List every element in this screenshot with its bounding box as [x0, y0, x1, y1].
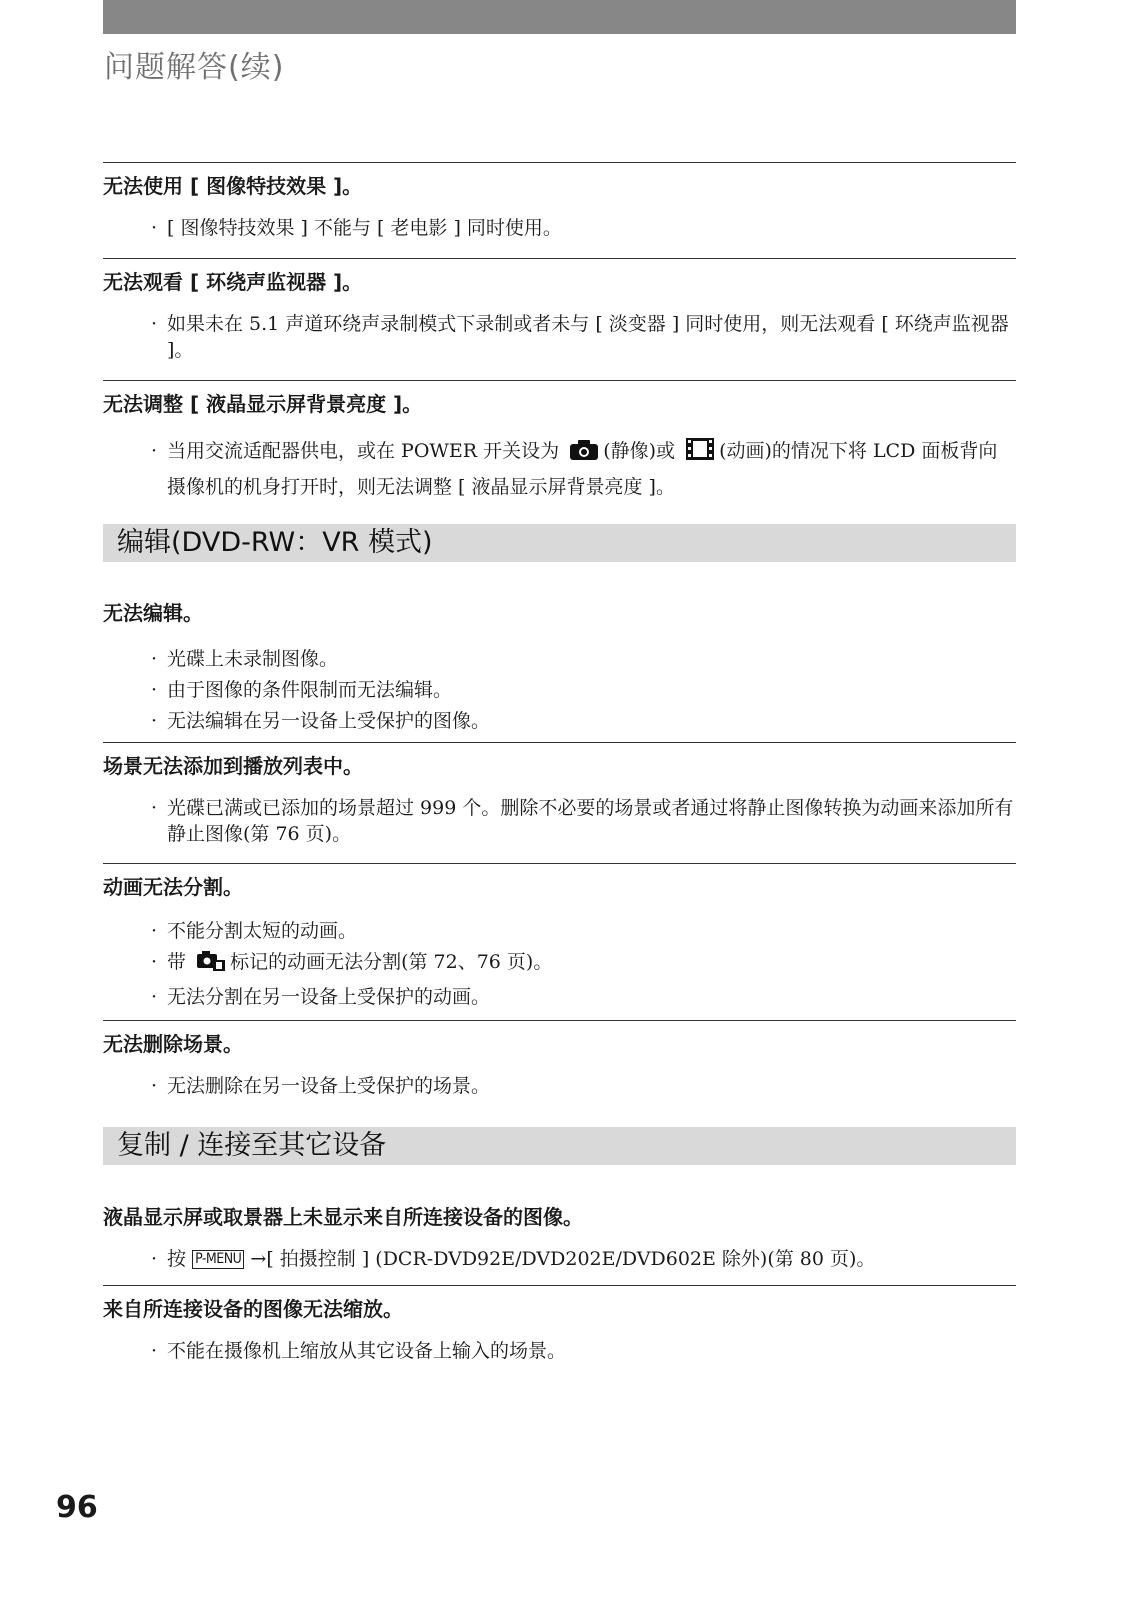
faq-delete-scene: [103, 1020, 1016, 1099]
faq-zoom: [103, 1285, 1016, 1364]
answer-item: · 光碟已满或已添加的场景超过 999 个。删除不必要的场景或者通过将静止图像转换为动画来添加所有静止图像(第 76 页)。: [151, 797, 1014, 845]
faq-surround-monitor: [103, 258, 1016, 363]
answer-item: · 不能分割太短的动画。: [151, 920, 358, 942]
question-title: 来自所连接设备的图像无法缩放。: [103, 1285, 1016, 1324]
answer-item: · 如果未在 5.1 声道环绕声录制模式下录制或者未与 [ 淡变器 ] 同时使用，则无法观看 [ 环绕声监视器 ]。: [151, 313, 1009, 361]
question-title: 无法观看 [ 环绕声监视器 ]。: [103, 258, 1016, 297]
faq-no-input-image: [103, 1194, 1016, 1272]
answer-item: · 带 标记的动画无法分割(第 72、76 页)。: [103, 947, 1016, 982]
faq-lcd-brightness: [103, 380, 1016, 503]
question-title: 动画无法分割。: [103, 863, 1016, 902]
section-heading-edit: 编辑(DVD-RW：VR 模式): [103, 524, 1016, 562]
page-number: 96: [56, 1490, 98, 1525]
movie-film-icon: [685, 437, 715, 471]
answer-item: · 无法编辑在另一设备上受保护的图像。: [151, 710, 491, 732]
answer-item: · 无法删除在另一设备上受保护的场景。: [151, 1075, 491, 1097]
camera-icon: [569, 439, 599, 471]
faq-playlist: [103, 742, 1016, 847]
section-heading-dubbing: 复制 / 连接至其它设备: [103, 1127, 1016, 1165]
answer-item: · [ 图像特技效果 ] 不能与 [ 老电影 ] 同时使用。: [151, 217, 562, 239]
p-menu-button-label: P-MENU: [192, 1250, 244, 1269]
faq-cannot-edit: [103, 590, 1016, 737]
answer-item: · 由于图像的条件限制而无法编辑。: [151, 679, 453, 701]
faq-image-effect: [103, 162, 1016, 241]
question-title: 无法调整 [ 液晶显示屏背景亮度 ]。: [103, 380, 1016, 419]
top-bar: [103, 0, 1016, 34]
answer-item: · 不能在摄像机上缩放从其它设备上输入的场景。: [151, 1340, 567, 1362]
converted-image-icon: [196, 948, 226, 982]
question-title: 液晶显示屏或取景器上未显示来自所连接设备的图像。: [103, 1205, 583, 1229]
faq-divide-movie: [103, 863, 1016, 1013]
answer-item: · 按 P-MENU →[ 拍摄控制 ] (DCR-DVD92E/DVD202E/DVD602E 除外)(第 80 页)。: [151, 1248, 876, 1270]
answer-item: · 当用交流适配器供电，或在 POWER 开关设为 (静像)或 (动画)的情况下将 LCD 面板背向摄像机的机身打开时，则无法调整 [ 液晶显示屏背景亮度 ]。: [103, 435, 1016, 503]
question-title: 无法编辑。: [103, 601, 203, 625]
question-title: 场景无法添加到播放列表中。: [103, 742, 1016, 781]
question-title: 无法使用 [ 图像特技效果 ]。: [103, 162, 1016, 201]
question-title: 无法删除场景。: [103, 1020, 1016, 1059]
answer-item: · 无法分割在另一设备上受保护的动画。: [151, 986, 491, 1008]
page-title: 问题解答(续): [104, 50, 285, 85]
answer-item: · 光碟上未录制图像。: [151, 648, 339, 670]
